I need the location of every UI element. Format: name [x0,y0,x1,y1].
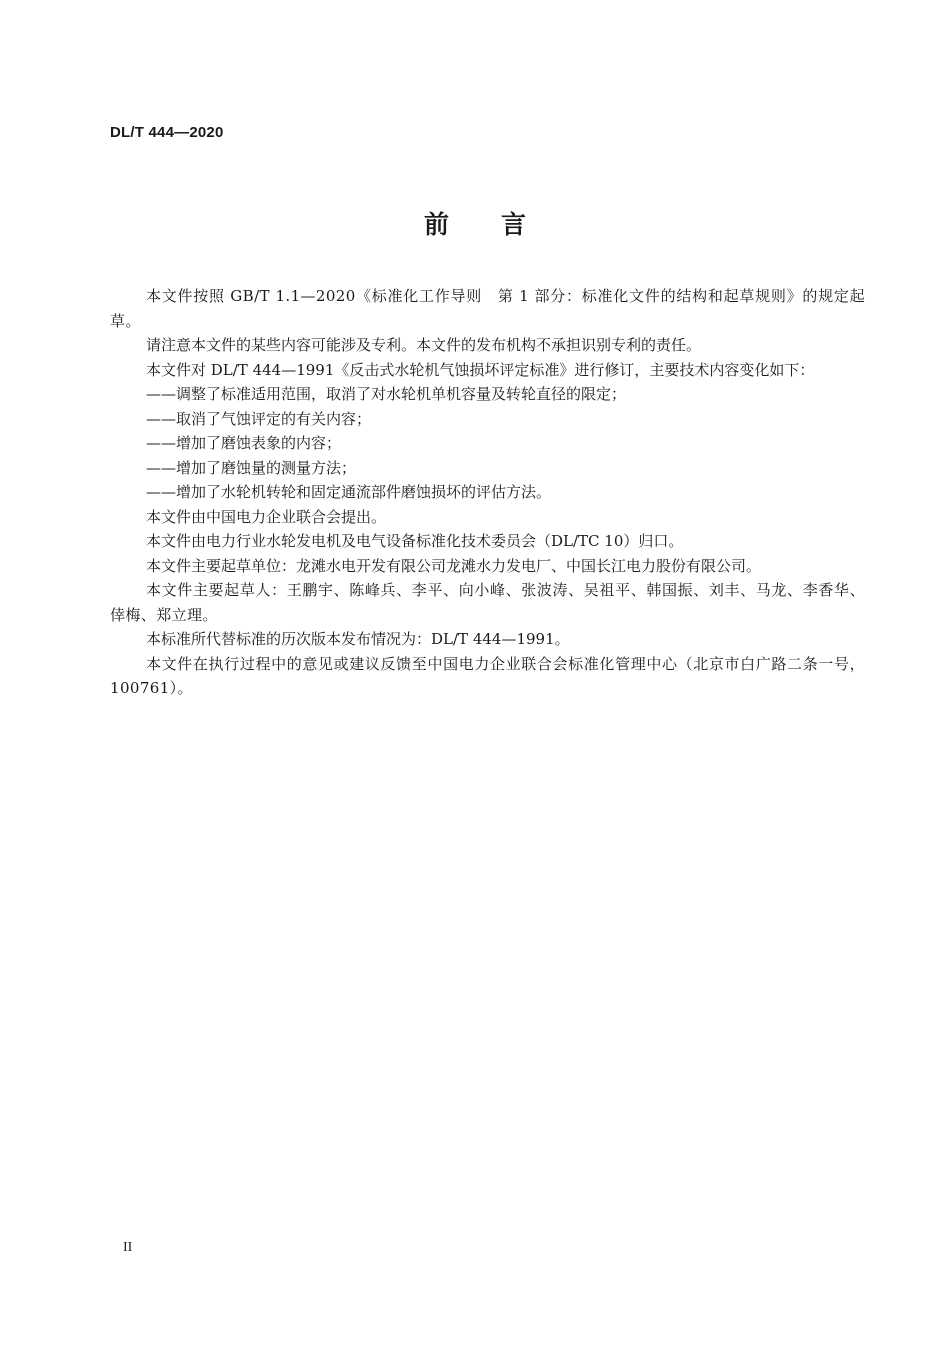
paragraph-feedback: 本文件在执行过程中的意见或建议反馈至中国电力企业联合会标准化管理中心（北京市白广路二条一号，100761）。 [110,654,865,697]
change-item: ——增加了磨蚀量的测量方法； [146,458,357,477]
title-char-1: 前 [423,210,449,239]
paragraph-previous-versions: 本标准所代替标准的历次版本发布情况为：DL/T 444—1991。 [146,630,570,648]
paragraph-committee: 本文件由电力行业水轮发电机及电气设备标准化技术委员会（DL/TC 10）归口。 [146,532,684,550]
paragraph-revision-intro: 本文件对 DL/T 444—1991《反击式水轮机气蚀损坏评定标准》进行修订，主要技术内容变化如下： [146,360,815,379]
change-item: ——增加了水轮机转轮和固定通流部件磨蚀损坏的评估方法。 [146,483,552,501]
title-char-2: 言 [501,210,527,239]
foreword-body [110,284,865,701]
page-title [0,205,950,241]
paragraph-drafting-units: 本文件主要起草单位：龙滩水电开发有限公司龙滩水力发电厂、中国长江电力股份有限公司。 [146,556,762,575]
change-item: ——取消了气蚀评定的有关内容； [146,409,372,428]
paragraph-drafting-rules: 本文件按照 GB/T 1.1—2020《标准化工作导则 第 1 部分：标准化文件的结构和起草规则》的规定起草。 [110,287,865,330]
paragraph-patent-notice: 请注意本文件的某些内容可能涉及专利。本文件的发布机构不承担识别专利的责任。 [146,336,702,354]
change-item: ——增加了磨蚀表象的内容； [146,434,342,452]
document-code: DL/T 444—2020 [110,124,224,141]
paragraph-drafters: 本文件主要起草人：王鹏宇、陈峰兵、李平、向小峰、张波涛、吴祖平、韩国振、刘丰、马龙、李香华、倖梅、郑立理。 [110,581,865,624]
page-number: II [123,1240,133,1255]
paragraph-proposer: 本文件由中国电力企业联合会提出。 [146,507,387,526]
change-item: ——调整了标准适用范围，取消了对水轮机单机容量及转轮直径的限定； [146,385,627,403]
